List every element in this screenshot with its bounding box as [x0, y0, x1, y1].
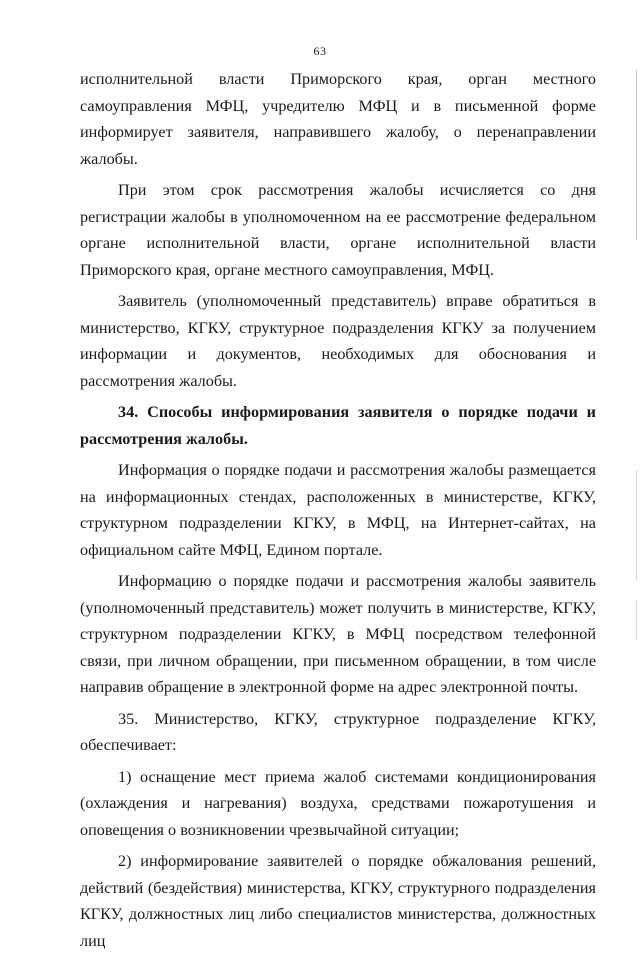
list-item-1: 1) оснащение мест приема жалоб системами кондиционирования (охлаждения и нагревания) воздуха, средствами пожаротушения и оповещения о возникновении чрезвычайной ситуации;	[80, 767, 596, 839]
page-number: 63	[313, 44, 327, 58]
section-heading-34: 34. Способы информирования заявителя о порядке подачи и рассмотрения жалобы.	[80, 403, 596, 448]
section-35-intro: 35. Министерство, КГКУ, структурное подразделение КГКУ, обеспечивает:	[80, 709, 596, 754]
scan-edge-mark	[636, 70, 637, 240]
list-item-2: 2) информирование заявителей о порядке обжалования решений, действий (бездействия) министерства, КГКУ, структурного подразделения КГКУ, должностных лиц либо специалистов министерства, должностных лиц	[80, 852, 596, 950]
paragraph-review-period: При этом срок рассмотрения жалобы исчисляется со дня регистрации жалобы в уполномоченном на ее рассмотрение федеральном органе исполнительной власти, органе исполнительной власти Приморского края, органе местного самоуправления, МФЦ.	[80, 181, 596, 279]
scan-edge-mark	[636, 600, 637, 640]
paragraph-applicant-rights: Заявитель (уполномоченный представитель) вправе обратиться в министерство, КГКУ, структурное подразделения КГКУ за получением информации и документов, необходимых для обоснования и рассмотрения жалобы.	[80, 292, 596, 390]
scan-edge-mark	[636, 470, 637, 580]
paragraph-info-placement: Информация о порядке подачи и рассмотрения жалобы размещается на информационных стендах, расположенных в министерстве, КГКУ, структурном подразделении КГКУ, в МФЦ, на Интернет-сайтах, на официальном сайте МФЦ, Едином портале.	[80, 461, 596, 559]
paragraph-continuation: исполнительной власти Приморского края, орган местного самоуправления МФЦ, учредителю МФЦ и в письменной форме информирует заявителя, направившего жалобу, о перенаправлении жалобы.	[80, 70, 596, 168]
document-body	[80, 66, 596, 954]
paragraph-info-channels: Информацию о порядке подачи и рассмотрения жалобы заявитель (уполномоченный представитель) может получить в министерстве, КГКУ, структурном подразделении КГКУ, в МФЦ посредством телефонной связи, при личном обращении, при письменном обращении, в том числе направив обращение в электронной форме на адрес электронной почты.	[80, 572, 596, 696]
